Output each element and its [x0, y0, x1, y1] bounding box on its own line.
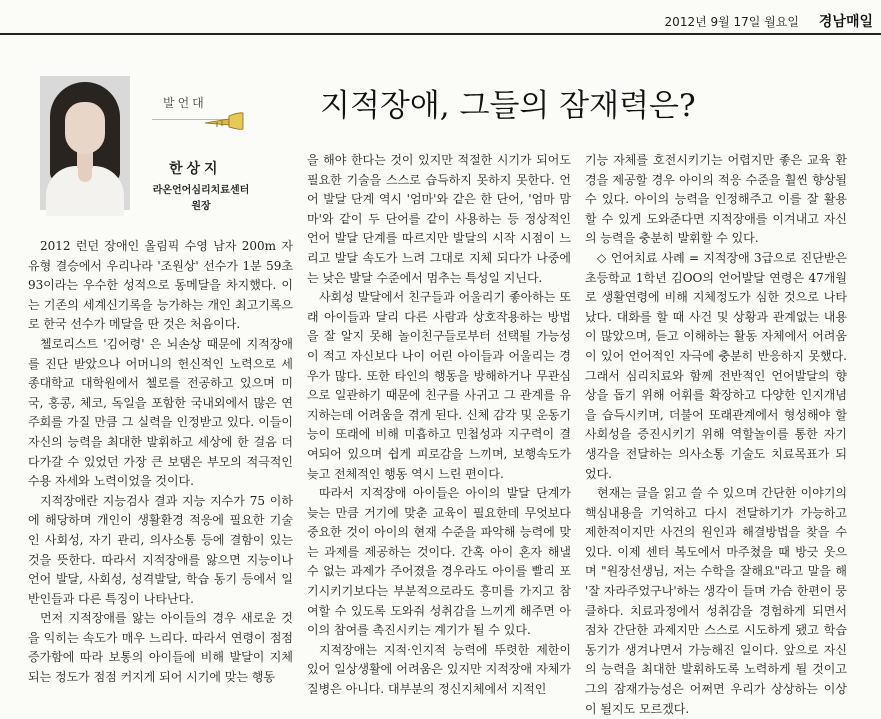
- newspaper-name: 경남매일: [818, 14, 873, 30]
- paragraph: 먼저 지적장애를 앓는 아이들의 경우 새로운 것을 익히는 속도가 매우 느리다. 따라서 연령이 점점 증가함에 따라 보통의 아이들에 비해 발달이 지체되는 정도가 점점 커지게 되어 시기에 맞는 행동: [28, 611, 293, 685]
- paragraph: 따라서 지적장애 아이들은 아이의 발달 단계가 늦는 만큼 거기에 맞춘 교육이 필요한데 무엇보다 중요한 것이 아이의 현재 수준을 파악해 능력에 맞는 과제를 제공하는 것이다. 간혹 아이 혼자 해낼 수 없는 과제가 주어졌을 경우라도 아이를 빨리 포기시키기보다는 부분적으로라도 흥미를 가지고 참여할 수 있도록 도와줘 성취감을 느끼게 해주면 아이의 참여를 촉진시키는 계기가 될 수 있다.: [307, 486, 571, 638]
- paragraph: 첼로리스트 '김어령' 은 뇌손상 때문에 지적장애를 진단 받았으나 어머니의 헌신적인 노력으로 세종대학교 대학원에서 첼로를 전공하고 있으며 미국, 홍콩, 체코, 독일을 포함한 국내외에서 많은 연주회를 가질 만큼 그 실력을 인정받고 있다. 이들이 자신의 능력을 최대한 발휘하고 세상에 한 걸음 더 다가갈 수 있었던 가장 큰 보탬은 부모의 적극적인 수용 자세와 노력이었을 것이다.: [28, 336, 293, 489]
- paragraph: 지적장애란 지능검사 결과 지능 지수가 75 이하에 해당하며 개인이 생활환경 적응에 필요한 기술인 사회성, 자기 관리, 의사소통 등에 결함이 있는 것을 뜻한다. 따라서 지적장애를 앓으면 지능이나 언어 발달, 사회성, 성격발달, 학습 동기 등에서 일반인들과 다른 특징이 나타난다.: [28, 493, 293, 606]
- trumpet-icon: [203, 110, 245, 132]
- issue-date: 2012년 9월 17일 월요일: [664, 15, 799, 29]
- body-column-1: [28, 237, 293, 685]
- masthead: [0, 0, 881, 34]
- paragraph: 현재는 글을 읽고 쓸 수 있으며 간단한 이야기의 핵심내용을 기억하고 다시 전달하기가 가능하고 제한적이지만 사건의 원인과 해결방법을 찾을 수 있다. 이제 센터 복도에서 마주쳤을 때 방긋 웃으며 "원장선생님, 저는 수학을 잘해요"라고 말을 해 '잘 자라주었구나'하는 생각이 들며 가슴 한편이 뭉클하다. 치료과정에서 성취감을 경험하게 되면서 점차 간단한 과제지만 스스로 시도하게 됐고 학습동기가 생겨나면서 가능해진 일이다. 앞으로 자신의 능력을 최대한 발휘하도록 노력하게 될 것이고 그의 잠재가능성은 어쩌면 우리가 상상하는 이상이 될지도 모르겠다.: [585, 486, 847, 716]
- author-name: 한상지: [169, 161, 222, 177]
- paragraph: 2012 런던 장애인 올림픽 수영 남자 200m 자유형 결승에서 우리나라 '조원상' 선수가 1분 59초93이라는 우수한 성적으로 동메달을 차지했다. 이는 기존의 세계신기록을 능가하는 개인 최고기록으로 한국 선수가 메달을 딴 것은 처음이다.: [28, 239, 293, 332]
- body-column-2: [307, 151, 571, 697]
- paragraph: 지적장애는 지적·인지적 능력에 뚜렷한 제한이 있어 일상생활에 어려움은 있지만 지적장애 자체가 질병은 아니다. 대부분의 정신지체에서 지적인: [307, 642, 571, 697]
- affiliation-title: 원장: [191, 201, 211, 212]
- masthead-rule: [0, 33, 881, 35]
- author-photo: [40, 76, 130, 210]
- paragraph: 을 해야 한다는 것이 있지만 적절한 시기가 되어도 필요한 기술을 스스로 습득하지 못하지 못한다. 언어 발달 단계 역시 '엄마'와 같은 한 단어, '엄마 맘마'와 같이 두 단어를 같이 사용하는 등 정상적인 언어 발달 단계를 따르지만 발달의 시작 시점이 느리고 발달 속도가 느려 그대로 지체 되다가 나중에는 낮은 발달 수준에서 멈추는 특성일 지닌다.: [307, 153, 571, 285]
- paragraph: 사회성 발달에서 친구들과 어울리기 좋아하는 또래 아이들과 달리 다른 사람과 상호작용하는 방법을 잘 알지 못해 놀이친구들로부터 선택될 가능성이 적고 자신보다 나이 어린 아이들과 어울리는 경우가 많다. 또한 타인의 행동을 방해하거나 무관심으로 일관하기 때문에 친구를 사귀고 그 관계를 유지하는데 어려움을 겪게 된다. 신체 감각 및 운동기능이 또래에 비해 미흡하고 민첩성과 지구력이 결여되어 있으며 쉽게 피로감을 느끼며, 보행속도가 늦고 전체적인 행동 역시 느린 편이다.: [307, 290, 571, 481]
- paragraph: 기능 자체를 호전시키기는 어렵지만 좋은 교육 환경을 제공할 경우 아이의 적응 수준을 훨씬 향상될 수 있다. 아이의 능력을 인정해주고 이를 잘 활용할 수 있게 도와준다면 지적장애를 이겨내고 자신의 능력을 충분히 발휘할 수 있다.: [585, 153, 847, 246]
- article-headline: 지적장애, 그들의 잠재력은?: [320, 88, 696, 124]
- author-affiliation: [143, 183, 259, 215]
- affiliation-org: 라온언어심리치료센터: [152, 185, 250, 196]
- column-rubric: 발언대: [163, 96, 207, 110]
- body-column-3: [585, 151, 847, 716]
- paragraph: ◇ 언어치료 사례 = 지적장애 3급으로 진단받은 초등학교 1학년 김OO의 언어발달 연령은 47개월로 생활연령에 비해 지체정도가 심한 것으로 나타났다. 대화를 할 때 사건 및 상황과 관계없는 내용이 많았으며, 듣고 이해하는 활동 자체에서 어려움이 있어 언어적인 자극에 충분히 반응하지 못했다. 그래서 심리치료와 함께 전반적인 언어발달의 향상을 돕기 위해 어휘를 확장하고 다양한 인지개념을 습득시키며, 더불어 또래관계에서 형성해야 할 사회성을 증진시키기 위해 역할놀이를 통한 자기생각을 전달하는 의사소통 기술도 치료목표가 되었다.: [585, 250, 847, 481]
